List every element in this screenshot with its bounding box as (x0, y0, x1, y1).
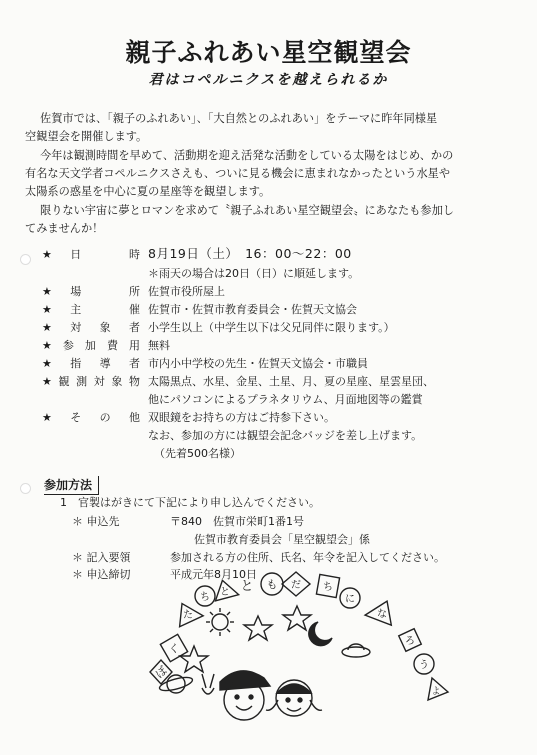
moon-icon (309, 622, 332, 646)
punch-hole (20, 483, 31, 494)
arc-char: ち (200, 592, 210, 603)
star-icon (180, 646, 208, 672)
detail-value-other-limit: （先着500名様） (154, 447, 241, 460)
intro-line: てみませんか！ (25, 222, 104, 235)
arc-char: ち (323, 582, 333, 593)
arc-char: だ (291, 580, 301, 591)
flyer-title: 親子ふれあい星空観望会 (125, 38, 412, 67)
intro-line: 佐賀市では、「親子のふれあい」、「大自然とのふれあい」をテーマに昨年同様星 (40, 112, 438, 125)
peace-hand-icon (202, 674, 214, 694)
arc-char: な (377, 609, 387, 620)
intro-line: 空観望会を開催します。 (25, 130, 148, 143)
detail-value-objects-cont: 他にパソコンによるプラネタリウム、月面地図等の鑑賞 (148, 393, 423, 406)
detail-label-fee: ★参加費用 (42, 339, 140, 352)
sun-icon (206, 608, 234, 636)
arc-char: と (220, 587, 230, 598)
ufo-icon (342, 644, 370, 657)
square-shape-ち (316, 574, 339, 597)
star-icon (244, 616, 272, 640)
apply-item-value: 参加される方の住所、氏名、年令を記入してください。 (170, 551, 445, 564)
arc-char: く (168, 642, 180, 655)
arc-char: ぼ (152, 663, 170, 681)
apply-item-label: ＊ 記入要領 (72, 551, 131, 564)
apply-item-value: 平成元年8月10日 (170, 568, 257, 581)
detail-value-fee: 無料 (148, 339, 170, 352)
boy-face-icon (220, 671, 270, 720)
intro-line: 有名な天文学者コペルニクスさえも、ついに見る機会に恵まれなかったという水星や (25, 167, 451, 180)
circle-shape-う (414, 654, 434, 674)
arc-char: も (266, 578, 278, 591)
intro-line: 限りない宇宙に夢とロマンを求めて〝親子ふれあい星空観望会〟にあなたも参加し (40, 204, 454, 217)
diamond-shape-ろ (395, 625, 426, 656)
square-shape-く (160, 634, 187, 661)
detail-label-other: ★その他 (42, 411, 140, 424)
arc-char: と (240, 579, 254, 594)
apply-item-value: 〒840 佐賀市栄町1番1号 (170, 515, 304, 528)
detail-label-date: ★日 時 (42, 248, 140, 261)
apply-item-value: 佐賀市教育委員会「星空観望会」係 (194, 533, 370, 546)
arc-char: に (345, 594, 355, 605)
detail-value-target: 小学生以上（中学生以下は父兄同伴に限ります。） (148, 321, 395, 334)
shape-と (240, 579, 253, 594)
arc-char: た (183, 610, 193, 621)
intro-line: 太陽系の惑星を中心に夏の星座等を観望します。 (25, 185, 271, 198)
circle-shape-も (261, 573, 283, 595)
detail-label-objects: ★観測対象物 (42, 375, 140, 388)
star-icon (283, 606, 311, 630)
intro-line: 今年は観測時間を早めて、活動期を迎え活発な活動をしている太陽をはじめ、かの (40, 149, 454, 162)
girl-face-icon (266, 680, 322, 716)
triangle-shape-た (171, 598, 203, 627)
circle-shape-ち (195, 586, 215, 606)
section-heading-apply: 参加方法 (44, 476, 99, 495)
arc-char: ろ (405, 636, 415, 647)
detail-value-place: 佐賀市役所屋上 (148, 285, 225, 298)
punch-hole (20, 254, 31, 265)
arc-char: う (419, 660, 429, 671)
diamond-shape-だ (282, 572, 310, 596)
detail-value-other: 双眼鏡をお持ちの方はご持参下さい。 (148, 411, 335, 424)
apply-item-label: ＊ 申込締切 (72, 568, 131, 581)
triangle-shape-な (365, 595, 400, 627)
triangle-shape-よ (428, 678, 448, 700)
detail-value-instructors: 市内小中学校の先生・佐賀天文協会・市職員 (148, 357, 368, 370)
detail-value-organizer: 佐賀市・佐賀市教育委員会・佐賀天文協会 (148, 303, 357, 316)
detail-value-date: 8月19日（土） 16：00〜22：00 (148, 246, 352, 261)
detail-value-objects: 太陽黒点、水星、金星、土星、月、夏の星座、星雲星団、 (148, 375, 434, 388)
circle-shape-に (340, 588, 360, 608)
detail-label-place: ★場 所 (42, 285, 140, 298)
arc-char: よ (431, 687, 441, 697)
star-arc-illustration (0, 560, 537, 750)
apply-step: 1 官製はがきにて下記により申し込んでください。 (60, 496, 320, 509)
flyer-subtitle: 君はコペルニクスを越えられるか (148, 72, 389, 88)
detail-label-instructors: ★指導者 (42, 357, 140, 370)
detail-note-rain: ＊雨天の場合は20日（日）に順延します。 (148, 267, 360, 280)
detail-label-target: ★対象者 (42, 321, 140, 334)
detail-label-organizer: ★主 催 (42, 303, 140, 316)
detail-value-other-cont: なお、参加の方には観望会記念バッジを差し上げます。 (148, 429, 423, 442)
apply-item-label: ＊ 申込先 (72, 515, 120, 528)
